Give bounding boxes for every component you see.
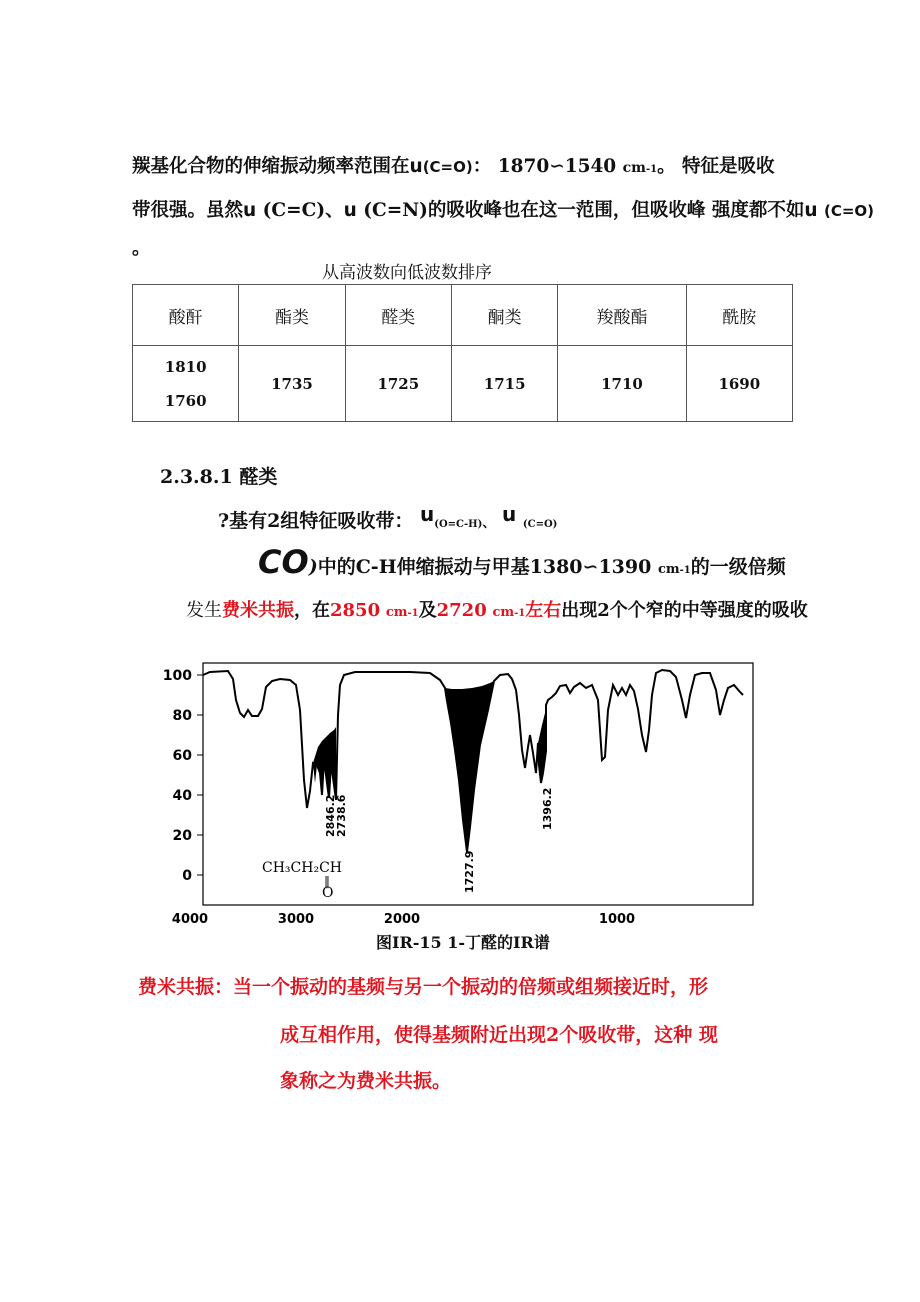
intro-end: 。 特征是吸收 xyxy=(657,156,775,177)
frequency-range: 1870∽1540 xyxy=(497,156,617,177)
och-subscript: (O=C-H) xyxy=(434,519,483,530)
fermi-text: 发生 xyxy=(186,600,222,621)
unit-cm: cm xyxy=(492,605,515,620)
separator: 、 xyxy=(482,516,496,531)
approx: 左右 xyxy=(525,600,562,621)
header-cell: 酸酐 xyxy=(133,285,239,346)
header-cell: 醛类 xyxy=(345,285,451,346)
co-text: 中的C-H伸缩振动与甲基1380∽1390 xyxy=(317,556,652,578)
x-tick: 3000 xyxy=(277,912,315,927)
table-header-row xyxy=(133,285,793,346)
ir-spectrum xyxy=(150,655,760,930)
nu-symbol: u xyxy=(343,200,357,221)
wavenumber-2: 2720 xyxy=(436,600,487,621)
x-tick: 1000 xyxy=(598,912,636,927)
anhydride-cell xyxy=(133,346,239,422)
co-subscript: (C=O) xyxy=(422,158,473,176)
nu-symbol: u xyxy=(502,502,517,526)
peak-label: 1396.2 xyxy=(541,787,554,830)
frequency-table xyxy=(132,284,793,422)
wavenumber-1: 2850 xyxy=(330,600,381,621)
intro-line-1 xyxy=(132,152,775,178)
definition-line-1: 费米共振：当一个振动的基频与另一个振动的倍频或组频接近时，形 xyxy=(138,976,709,998)
table-value-row xyxy=(133,346,793,422)
value-cell: 1735 xyxy=(239,346,345,422)
intro-line-2 xyxy=(132,196,874,222)
feature-text: ?基有2组特征吸收带： xyxy=(218,510,414,532)
header-cell: 羧酸酯 xyxy=(558,285,686,346)
unit-exponent: -1 xyxy=(645,164,658,175)
double-bond: ‖ xyxy=(324,874,330,888)
definition-line-2: 成互相作用，使得基频附近出现2个吸收带，这种 现 xyxy=(280,1024,718,1046)
value-cell: 1715 xyxy=(451,346,557,422)
intro-text: 羰基化合物的伸缩振动频率范围在 xyxy=(132,156,410,177)
conjunction: 及 xyxy=(418,600,437,621)
header-cell: 酯类 xyxy=(239,285,345,346)
nu-symbol: u xyxy=(243,200,257,221)
value-cell: 1690 xyxy=(686,346,792,422)
unit-exponent: -1 xyxy=(514,608,526,619)
y-tick: 40 xyxy=(172,788,192,804)
table-caption: 从高波数向低波数排序 xyxy=(322,263,492,283)
unit-cm: cm xyxy=(385,605,408,620)
unit-exponent: -1 xyxy=(679,565,691,576)
y-tick: 0 xyxy=(182,868,192,884)
figure-caption: 图IR-15 1-丁醛的IR谱 xyxy=(376,933,550,952)
peak-label: 1727.9 xyxy=(463,850,476,893)
header-cell: 酰胺 xyxy=(686,285,792,346)
intro-text-3: 的吸收峰也在这一范围，但吸收峰 强度都不如 xyxy=(427,200,805,221)
unit-cm: cm xyxy=(657,562,680,577)
peak-label: 2846.2 xyxy=(324,794,337,837)
value: 1760 xyxy=(164,391,207,410)
fermi-text-2: ，在 xyxy=(294,600,330,621)
y-axis-labels xyxy=(163,668,192,884)
fermi-highlight: 费米共振 xyxy=(222,600,294,621)
x-axis-labels xyxy=(172,912,635,927)
cn-label: (C=N) xyxy=(363,200,428,221)
peak-label: 2738.6 xyxy=(335,794,348,837)
co-large-text: CO xyxy=(258,543,309,581)
value-cell: 1710 xyxy=(558,346,686,422)
oxygen: O xyxy=(322,885,334,901)
y-ticks xyxy=(197,675,203,875)
paren: ) xyxy=(308,556,318,578)
definition-line-3: 象称之为费米共振。 xyxy=(280,1070,452,1092)
y-tick: 80 xyxy=(172,708,192,724)
nu-symbol: u xyxy=(419,502,435,526)
header-cell: 酮类 xyxy=(451,285,557,346)
y-tick: 60 xyxy=(172,748,192,764)
formula: CH₃CH₂CH xyxy=(262,860,342,876)
co-text-end: 的一级倍频 xyxy=(690,556,786,578)
y-tick: 20 xyxy=(172,828,192,844)
intro-text-2: 带很强。虽然 xyxy=(132,200,244,221)
fermi-text-3: 出现2个个窄的中等强度的吸收 xyxy=(561,600,808,621)
x-tick: 4000 xyxy=(171,912,209,927)
nu-symbol: u xyxy=(409,156,423,177)
nu-symbol: u xyxy=(804,200,818,221)
separator: 、 xyxy=(325,200,344,221)
fermi-line xyxy=(186,596,808,622)
y-tick: 100 xyxy=(162,668,192,684)
cc-label: (C=C) xyxy=(262,200,326,221)
co-subscript: (C=O) xyxy=(522,519,558,530)
section-title: 2.3.8.1 醛类 xyxy=(160,466,278,488)
intro-line-3: 。 xyxy=(132,238,151,259)
x-tick: 2000 xyxy=(383,912,421,927)
co-label: (C=O) xyxy=(823,202,875,220)
co-line xyxy=(258,543,786,581)
colon: ： xyxy=(472,156,492,177)
unit-cm: cm xyxy=(622,160,646,176)
unit-exponent: -1 xyxy=(407,608,419,619)
value: 1810 xyxy=(164,357,207,376)
feature-line xyxy=(218,502,558,533)
value-cell: 1725 xyxy=(345,346,451,422)
